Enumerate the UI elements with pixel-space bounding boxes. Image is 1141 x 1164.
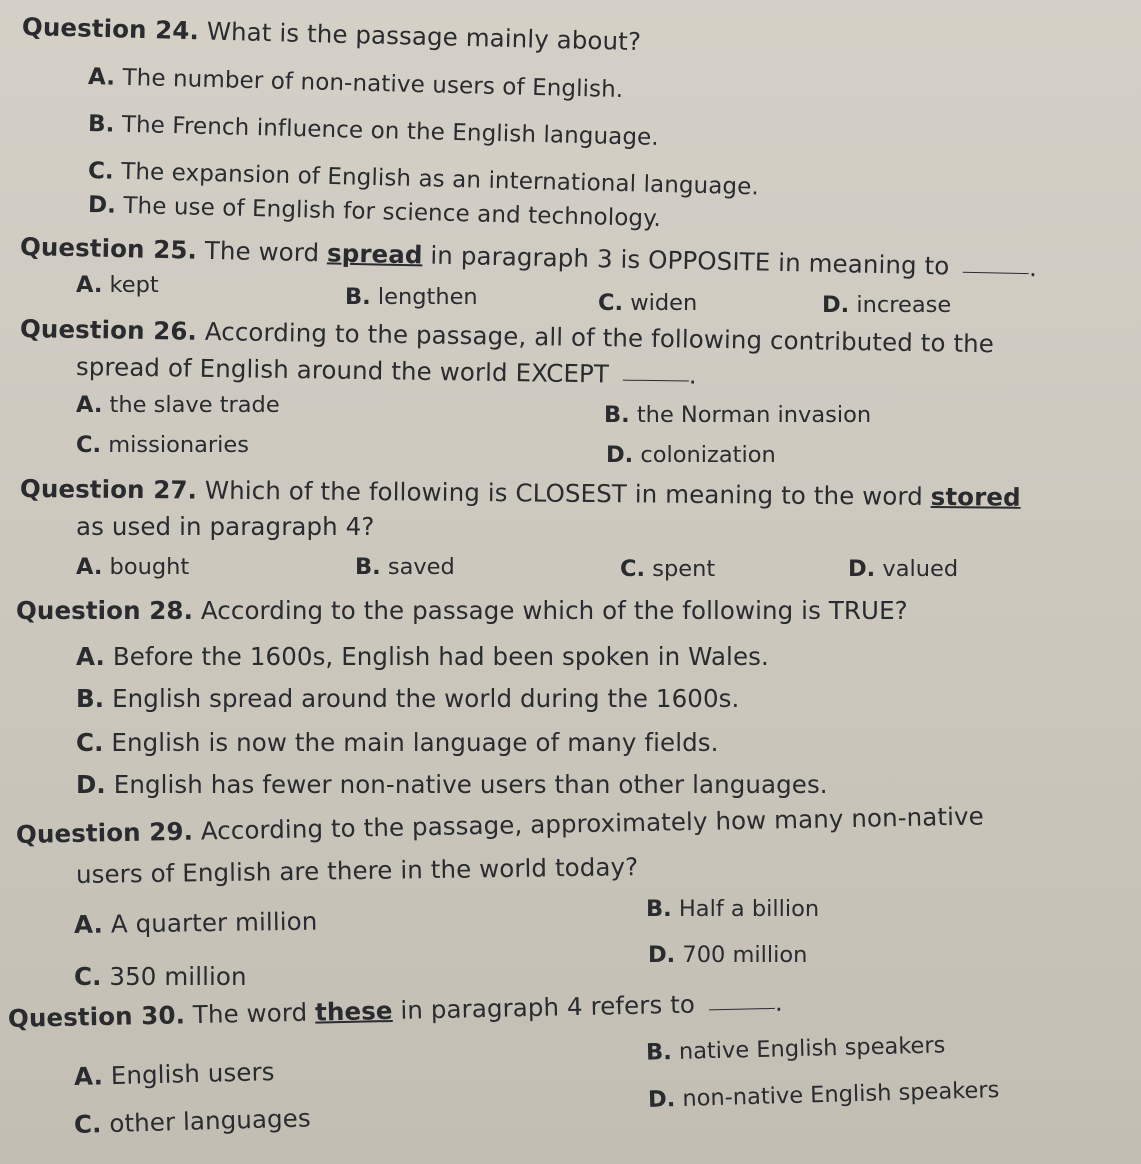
option-text: kept [109,272,159,298]
option-text: the Norman invasion [636,402,872,428]
question-26-option-a [76,392,280,418]
option-letter: C. [598,290,624,316]
question-text: Which of the following is CLOSEST in meaning to the word [204,475,923,511]
question-text: The word [204,235,320,268]
question-27-stem-line-2 [76,512,374,541]
option-text: 350 million [109,962,247,991]
question-29-option-b [646,896,819,922]
question-text: in paragraph 3 is OPPOSITE in meaning to [430,240,950,281]
question-text: users of English are there in the world today? [75,852,639,889]
option-letter: D. [87,192,117,219]
question-29-option-c [74,962,247,991]
question-28-option-a [76,642,769,671]
question-26-option-d [606,442,776,468]
question-24-option-a [88,64,624,103]
option-letter: D. [647,1086,676,1113]
question-24-stem [22,12,642,56]
option-letter: C. [76,432,102,458]
option-text: the slave trade [109,392,280,418]
question-keyword: these [314,995,393,1027]
option-text: English spread around the world during the 1600s. [112,684,740,713]
option-text: increase [856,292,952,318]
option-letter: A. [76,392,103,418]
question-27-option-c [620,556,715,582]
option-text: other languages [108,1103,312,1139]
answer-blank [963,271,1029,274]
question-number: Question 27. [19,474,198,505]
question-28-stem [16,596,908,625]
option-letter: C. [74,962,102,991]
option-letter: A. [76,554,103,580]
question-28-option-c [76,728,719,757]
question-25-option-b [345,284,478,310]
option-letter: B. [646,896,672,922]
question-25-stem: Question 25. The word spread in paragraph 3 is OPPOSITE in meaning to . [19,232,1038,283]
option-text: 700 million [682,942,808,968]
question-25-option-d [822,292,951,318]
question-24-option-d [88,192,662,232]
question-24-option-b [88,111,659,151]
option-letter: C. [73,1109,102,1139]
option-letter: A. [76,642,105,671]
question-text: According to the passage which of the following is TRUE? [200,596,908,625]
option-letter: B. [645,1039,673,1066]
option-text: non-native English speakers [682,1077,1000,1112]
option-letter: B. [76,684,105,713]
option-text: English users [110,1057,275,1091]
option-letter: B. [604,402,630,428]
option-letter: A. [76,272,103,298]
option-text: English has fewer non-native users than other languages. [113,770,828,799]
question-text: According to the passage, approximately how many non-native [200,801,984,846]
option-text: Half a billion [678,896,820,922]
question-text: in paragraph 4 refers to [400,989,696,1025]
option-text: A quarter million [110,906,318,939]
option-letter: B. [87,111,115,138]
option-letter: D. [606,442,634,468]
question-27-option-d [848,556,958,582]
question-26-stem-line-1 [20,314,994,358]
question-28-option-d [76,770,828,799]
question-29-option-d [648,942,807,968]
option-text: spent [652,556,716,582]
option-text: bought [109,554,190,580]
question-text: spread of English around the world EXCEPT [75,352,610,389]
option-letter: A. [73,1061,104,1091]
question-number: Question 24. [21,12,200,46]
option-text: native English speakers [678,1032,946,1065]
option-text: Before the 1600s, English had been spoken in Wales. [112,642,769,671]
option-letter: C. [87,158,115,185]
question-30-option-a [74,1057,275,1091]
question-25-option-a [76,272,159,298]
option-letter: D. [648,942,676,968]
question-number: Question 25. [19,232,198,265]
option-text: missionaries [108,432,249,458]
option-letter: D. [822,292,850,318]
question-30-stem: Question 30. The word these in paragraph 4 refers to . [7,987,784,1033]
option-text: lengthen [377,284,478,310]
question-26-stem-line-2: spread of English around the world EXCEPT . [75,352,697,390]
answer-blank [623,379,689,382]
question-keyword: spread [326,238,423,270]
question-29-stem-line-1 [16,801,984,849]
option-text: English is now the main language of many fields. [111,728,719,757]
option-letter: B. [355,554,381,580]
question-text: What is the passage mainly about? [206,16,642,57]
question-29-option-a [74,907,318,939]
question-27-option-a [76,554,189,580]
question-keyword: stored [930,481,1021,512]
question-text: as used in paragraph 4? [76,512,375,541]
option-text: valued [882,556,959,582]
question-text: The word [192,997,308,1030]
option-letter: D. [76,770,106,799]
option-text: The number of non-native users of English. [122,64,624,104]
question-29-stem-line-2 [76,852,639,889]
question-26-option-b [604,402,871,428]
option-letter: B. [345,284,371,310]
answer-blank [709,1007,775,1010]
option-letter: C. [620,556,646,582]
option-text: widen [630,290,698,316]
option-letter: A. [73,909,104,939]
question-30-option-d [648,1077,1000,1113]
question-number: Question 30. [7,1000,186,1033]
question-30-option-c [74,1103,311,1139]
question-30-option-b [646,1032,946,1065]
question-number: Question 28. [16,596,193,625]
option-text: colonization [640,442,776,468]
option-text: The use of English for science and technology. [123,192,662,232]
option-text: The expansion of English as an international language. [120,158,760,201]
question-number: Question 26. [19,314,198,346]
question-27-option-b [355,554,455,580]
option-text: The French influence on the English language. [121,111,660,151]
option-letter: C. [76,728,104,757]
option-letter: D. [848,556,876,582]
question-number: Question 29. [15,816,194,849]
question-27-stem-line-1 [20,474,1021,512]
question-26-option-c [76,432,249,458]
question-25-option-c [598,290,697,316]
option-text: saved [387,554,455,580]
option-letter: A. [87,64,116,91]
question-text: According to the passage, all of the following contributed to the [204,316,995,359]
question-28-option-b [76,684,739,713]
